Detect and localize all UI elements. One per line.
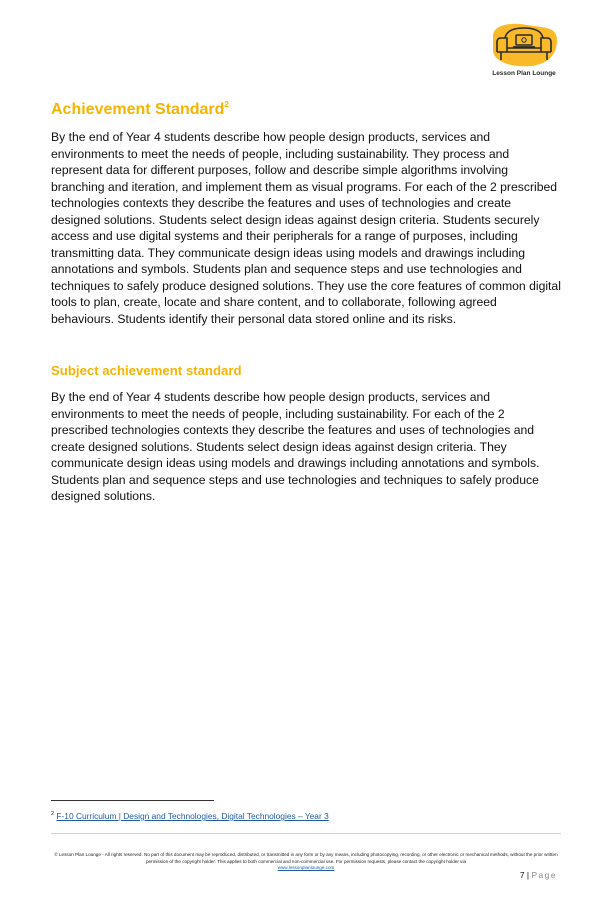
- copyright-text: © Lesson Plan Lounge - All rights reserved. No part of this document may be reproduced, distributed, or transmitted in any form or by any means, including photocopying, recording, or other electronic or mechanical methods, without the prior written permission of the copyright holder. This applies to both commercial and non-commercial use. For permission requests, please contact the copyright holder via: [54, 852, 558, 864]
- footnote-link[interactable]: F-10 Curriculum | Design and Technologies, Digital Technologies – Year 3: [56, 811, 329, 821]
- footnote: [51, 811, 329, 821]
- footnote-number: 2: [51, 811, 55, 818]
- page-number: [520, 870, 557, 880]
- section-heading-subject-achievement-standard: Subject achievement standard: [51, 363, 242, 378]
- logo-text: Lesson Plan Lounge: [492, 70, 556, 77]
- sofa-laptop-icon: [487, 22, 561, 70]
- footnote-divider: [51, 800, 214, 801]
- logo: [487, 22, 561, 82]
- copyright-notice: [51, 852, 561, 872]
- page-number-value: 7: [519, 870, 525, 880]
- subject-standard-paragraph: By the end of Year 4 students describe how people design products, services and environments to meet the needs of people, including sustainability. For each of the 2 prescribed technologies contexts they describe the features and uses of technologies and create designed solutions. Students select design ideas against design criteria. They communicate design ideas using models and drawings including annotations and symbols. Students plan and sequence steps and use technologies and techniques to safely produce designed solutions.: [51, 390, 540, 503]
- footer-divider: [51, 833, 561, 834]
- footnote-ref[interactable]: 2: [224, 100, 229, 109]
- page-label: Page: [531, 870, 557, 880]
- website-link[interactable]: www.lessonplanlounge.com: [277, 865, 335, 871]
- achievement-standard-paragraph: By the end of Year 4 students describe how people design products, services and environments to meet the needs of people, including sustainability. They process and represent data for different purposes, follow and describe simple algorithms involving branching and iteration, and implement them as visual programs. For each of the 2 prescribed technologies contexts they describe the features and uses of technologies and create designed solutions. Students select design ideas against design criteria. Students securely access and use digital systems and their peripherals for a range of purposes, including transmitting data. They communicate design ideas using models and drawings including annotations and symbols. Students plan and sequence steps and use technologies and techniques to safely produce designed solutions. They use the core features of common digital tools to plan, create, locate and share content, and to collaborate, following agreed behaviours. Students identify their personal data stored online and its risks.: [51, 130, 561, 326]
- page-separator: |: [524, 870, 532, 880]
- section-heading-achievement-standard: [51, 100, 229, 119]
- heading-text: Achievement Standard: [51, 101, 225, 118]
